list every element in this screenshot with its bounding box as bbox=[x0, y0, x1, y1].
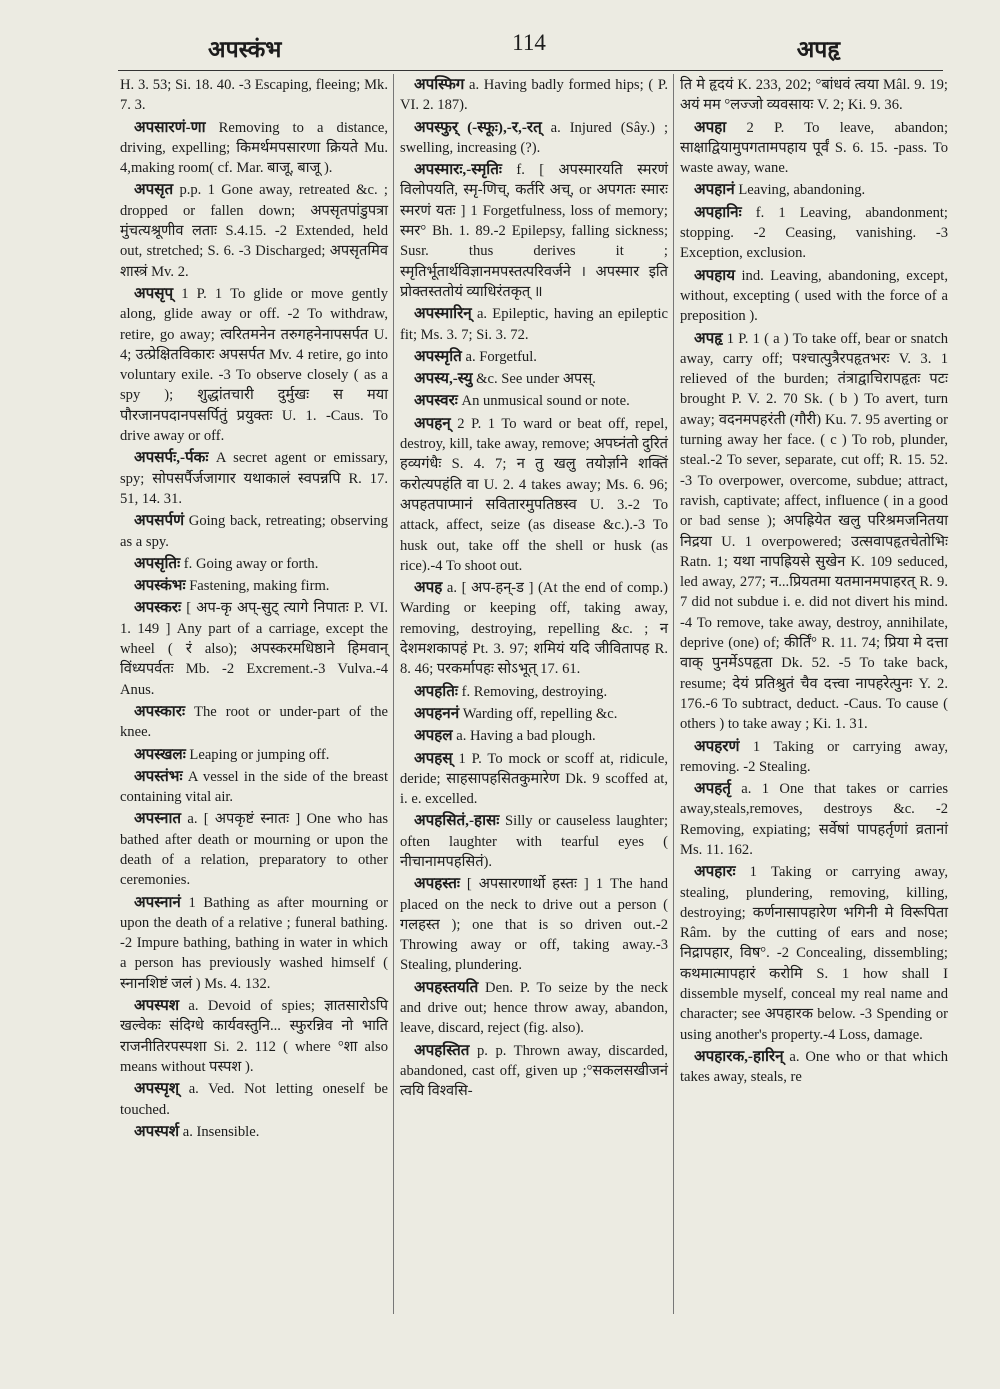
running-head bbox=[118, 26, 940, 66]
entry-definition: 1 Bathing as after mourning or upon the death of a relative ; funeral bathing. -2 Impure bathing, bathing in water in which a person has previously washed himself ( स्नानशिष्टं जलं ) Ms. 4. 132. bbox=[120, 894, 388, 992]
dictionary-entry bbox=[120, 598, 388, 699]
dictionary-entry bbox=[400, 749, 668, 810]
entry-headword: अपसृप् bbox=[134, 284, 174, 302]
dictionary-entry bbox=[680, 118, 948, 179]
entry-headword: अपहानिः bbox=[694, 203, 742, 221]
column-divider bbox=[393, 74, 394, 1314]
entry-definition: 1 P. 1 To glide or move gently along, glide away or off. -2 To withdraw, retire, go away; त्वरितमनेन तरुगहनेनापसर्पत U. 4; उत्प्रेक्षितविकारः अपसर्पत Mv. 4 retire, go into voluntary exile. -3 To observe closely ( as a spy ); शुद्धांतचारी दुर्मुखः स मया पौरजानपदानपसर्पितुं प्रयुक्तः U. 1. -Caus. To drive away or off. bbox=[120, 285, 388, 445]
dictionary-entry bbox=[400, 347, 668, 367]
entry-definition: Leaving, abandoning. bbox=[734, 182, 866, 199]
dictionary-entry bbox=[680, 779, 948, 860]
entry-definition: a. One who or that which takes away, steals, re bbox=[680, 1048, 948, 1086]
dictionary-entry bbox=[400, 704, 668, 724]
entry-definition: 1 P. To mock or scoff at, ridicule, deride; साहसापहसितकुमारेण Dk. 9 scoffed at, i. e. excelled. bbox=[400, 750, 668, 808]
entry-headword: अपस्तंभः bbox=[134, 767, 183, 785]
dictionary-entry bbox=[400, 811, 668, 872]
entry-headword: अपहतिः bbox=[414, 682, 458, 700]
entry-definition: The root or under-part of the knee. bbox=[120, 703, 388, 741]
entry-headword: अपस्कंभः bbox=[134, 577, 186, 595]
entry-definition: Silly or causeless laughter; often laughter with tearful eyes ( नीचानामपहसितं). bbox=[400, 813, 668, 870]
entry-headword: अपस्मृति bbox=[414, 347, 462, 365]
entry-definition: f. 1 Leaving, abandonment; stopping. -2 Ceasing, vanishing. -3 Exception, exclusion. bbox=[680, 204, 948, 262]
dictionary-entry bbox=[400, 75, 668, 116]
entry-definition: a. [ अप-हन्-ड ] (At the end of comp.) Warding or keeping off, taking away, removing, destroying, repelling &c. ; न देशमशकापहं Pt. 3. 97; शमियं यदि जीवितापह R. 8. 46; परकर्मापहः सोऽभूत् 17. 61. bbox=[400, 580, 668, 678]
entry-definition: Warding off, repelling &c. bbox=[459, 705, 618, 722]
dictionary-entry bbox=[400, 978, 668, 1039]
entry-headword: अपस्वरः bbox=[414, 392, 458, 410]
entry-definition: a. Having a bad plough. bbox=[452, 728, 596, 745]
dictionary-entry bbox=[120, 1122, 388, 1142]
dictionary-entry bbox=[120, 809, 388, 890]
entry-headword: अपहर्तृ bbox=[694, 780, 731, 798]
column-2 bbox=[400, 75, 668, 1104]
header-rule bbox=[118, 70, 943, 71]
entry-headword: अपस्मारिन् bbox=[414, 305, 472, 323]
entry-definition: f. Removing, destroying. bbox=[457, 683, 608, 700]
dictionary-entry bbox=[120, 702, 388, 743]
entry-headword: अपस्नात bbox=[134, 810, 182, 828]
entry-definition: a. [ अपकृष्टं स्नातः ] One who has bathed after death or mourning or upon the death of a relation, preparatory to other ceremonies. bbox=[120, 811, 388, 889]
entry-headword: अपहस्तित bbox=[414, 1041, 470, 1059]
dictionary-entry bbox=[680, 1047, 948, 1088]
entry-definition: p.p. 1 Gone away, retreated &c. ; dropped or fallen down; अपसृतपांडुपत्रा मुंचत्यश्रूणीव लताः S.4.15. -2 Extended, held out, stretched; S. 6. -3 Discharged; अपसृतमिव शास्त्रं Mv. 2. bbox=[120, 182, 388, 280]
dictionary-entry bbox=[400, 578, 668, 679]
entry-definition: [ अप-कृ अप्-सुट् त्यागे निपातः P. VI. 1. 149 ] Any part of a carriage, except the wheel ( रं also); अपस्करमधिष्ठाने हिमवान् विंध्यपर्वतः Mb. -2 Excrement.-3 Vulva.-4 Anus. bbox=[120, 600, 388, 698]
entry-headword: अपह bbox=[414, 579, 443, 597]
entry-definition: A secret agent or emissary, spy; सोपसर्पैर्जजागार यथाकालं स्वपन्नपि R. 17. 51, 14. 31. bbox=[120, 450, 388, 507]
entry-definition: a. Forgetful. bbox=[461, 348, 537, 365]
entry-definition: Leaping or jumping off. bbox=[185, 746, 330, 763]
entry-headword: अपहस् bbox=[414, 749, 453, 767]
running-head-left: अपस्कंभ bbox=[208, 37, 282, 62]
entry-headword: अपहा bbox=[694, 118, 727, 136]
entry-definition: An unmusical sound or note. bbox=[457, 393, 630, 410]
dictionary-entry bbox=[680, 329, 948, 735]
dictionary-entry bbox=[680, 180, 948, 200]
running-head-right: अपहृ bbox=[796, 37, 840, 62]
dictionary-entry bbox=[400, 118, 668, 159]
entry-headword: अपहस्तयति bbox=[414, 978, 479, 996]
column-divider bbox=[673, 74, 674, 1314]
dictionary-entry bbox=[680, 266, 948, 327]
entry-definition: a. Ved. Not letting oneself be touched. bbox=[120, 1081, 388, 1118]
entry-definition: 2 P. 1 To ward or beat off, repel, destroy, kill, take away, remove; अपघ्नंतो दुरितं हव्यगंधैः S. 4. 7; न तु खलु तयोर्ज्ञाने शक्तिं करोत्यपहंति वा U. 2. 4 takes away; Ms. 6. 96; अपहतपाप्मानं सवितारमुपतिष्ठस्व U. 3.-2 To attack, affect, seize (as disease &c.).-3 To husk out, take off the shell or husk (as rice).-4 To shoot out. bbox=[400, 415, 668, 574]
dictionary-entry bbox=[120, 767, 388, 808]
entry-definition: ति मे हृदयं K. 233, 202; °बांधवं त्वया Mâl. 9. 19; अयं मम °लज्जो व्यवसायः V. 2; Ki. 9. 36. bbox=[680, 77, 948, 114]
entry-definition: a. Insensible. bbox=[179, 1123, 260, 1140]
dictionary-entry bbox=[120, 893, 388, 994]
entry-definition: p. p. Thrown away, discarded, abandoned, cast off, given up ;°सकलसखीजनं त्वयि विश्वसि- bbox=[400, 1042, 668, 1100]
dictionary-entry bbox=[400, 726, 668, 746]
dictionary-entry bbox=[400, 1041, 668, 1102]
entry-definition: a. 1 One that takes or carries away,steals,removes, destroys &c. -2 Removing, expiating; सर्वेषां पापहर्तृणां व्रतानां Ms. 11. 162. bbox=[680, 781, 948, 858]
entry-headword: अपस्खलः bbox=[134, 745, 186, 763]
entry-definition: A vessel in the side of the breast containing vital air. bbox=[120, 768, 388, 806]
page-number: 114 bbox=[512, 30, 546, 55]
entry-headword: अपस्फुर् (-स्फूः),-र,-रत् bbox=[414, 118, 542, 136]
dictionary-entry bbox=[680, 737, 948, 778]
entry-headword: अपसर्पः,-र्पकः bbox=[134, 449, 209, 467]
entry-headword: अपस्मारः,-स्मृतिः bbox=[414, 161, 502, 179]
entry-definition: 1 Taking or carrying away, stealing, plundering, removing, killing, destroying; कर्णनासापहारेण भगिनी मे विरूपिता Râm. by the cutting of ears and nose; निद्रापहार, विष°. -2 Concealing, dissembling; कथमात्मापहारं करोमि S. 1 how shall I dissemble myself, conceal my real name and character; see अपहारक below. -3 Spending or using another's property.-4 Loss, damage. bbox=[680, 864, 948, 1043]
dictionary-entry bbox=[120, 118, 388, 179]
dictionary-entry bbox=[120, 996, 388, 1077]
dictionary-entry bbox=[120, 1079, 388, 1120]
dictionary-entry bbox=[400, 414, 668, 576]
entry-headword: अपहारः bbox=[694, 863, 736, 881]
dictionary-entry bbox=[120, 284, 388, 446]
entry-definition: [ अपसारणार्थो हस्तः ] 1 The hand placed on the neck to drive out a person ( गलहस्त ); one that is so driven out.-2 Throwing away or off, taking away.-3 Stealing, plundering. bbox=[400, 876, 668, 974]
entry-headword: अपस्नानं bbox=[134, 893, 181, 911]
column-1 bbox=[120, 75, 388, 1144]
entry-headword: अपहस्तः bbox=[414, 875, 460, 893]
entry-definition: a. Having badly formed hips; ( P. VI. 2. 187). bbox=[400, 77, 668, 114]
dictionary-entry bbox=[120, 180, 388, 281]
entry-definition: ind. Leaving, abandoning, except, without, excepting ( used with the force of a preposition ). bbox=[680, 267, 948, 325]
entry-definition: a. Epileptic, having an epileptic fit; Ms. 3. 7; Si. 3. 72. bbox=[400, 306, 668, 343]
dictionary-entry bbox=[120, 511, 388, 552]
dictionary-entry bbox=[120, 75, 388, 116]
dictionary-entry bbox=[120, 448, 388, 509]
entry-definition: a. Devoid of spies; ज्ञातसारोऽपि खल्वेकः संदिग्धे कार्यवस्तुनि... स्फुरन्निव नो भाति राजनीतिरपस्पशा Si. 2. 112 ( where °शा also means without पस्पश ). bbox=[120, 998, 388, 1075]
entry-definition: Fastening, making firm. bbox=[185, 578, 330, 595]
entry-definition: Going back, retreating; observing as a spy. bbox=[120, 513, 388, 550]
entry-definition: Removing to a distance, driving, expelling; किमर्थमपसारणा क्रियते Mu. 4,making room( cf. Mar. बाजू, बाजू ). bbox=[120, 119, 388, 177]
entry-headword: अपस्फिग bbox=[414, 76, 465, 93]
entry-headword: अपसृतिः bbox=[134, 554, 181, 572]
dictionary-entry bbox=[400, 160, 668, 302]
entry-headword: अपस्कारः bbox=[134, 702, 186, 720]
entry-definition: &c. See under अपस्. bbox=[472, 371, 596, 388]
dictionary-entry bbox=[680, 203, 948, 264]
column-3 bbox=[680, 75, 948, 1090]
entry-headword: अपहाय bbox=[694, 266, 736, 284]
dictionary-entry bbox=[400, 874, 668, 975]
entry-headword: अपस्पृश् bbox=[134, 1080, 180, 1098]
entry-headword: अपहारक,-हारिन् bbox=[694, 1047, 784, 1065]
entry-headword: अपस्पर्श bbox=[134, 1122, 180, 1140]
entry-definition: 2 P. To leave, abandon; साक्षाद्वियामुपगतामपहाय पूर्वं S. 6. 15. -pass. To waste away, wane. bbox=[680, 119, 948, 177]
entry-headword: अपसारणं-णा bbox=[134, 118, 206, 136]
entry-definition: 1 Taking or carrying away, removing. -2 Stealing. bbox=[680, 738, 948, 775]
entry-headword: अपहानं bbox=[694, 181, 735, 199]
dictionary-entry bbox=[120, 554, 388, 574]
entry-headword: अपसर्पणं bbox=[134, 512, 185, 530]
entry-definition: a. Injured (Sây.) ; swelling, increasing (?). bbox=[400, 119, 668, 156]
dictionary-entry bbox=[400, 304, 668, 345]
entry-headword: अपस्पश bbox=[134, 997, 180, 1015]
entry-headword: अपसृत bbox=[134, 181, 174, 199]
dictionary-entry bbox=[680, 862, 948, 1045]
entry-headword: अपस्करः bbox=[134, 599, 182, 617]
entry-definition: Den. P. To seize by the neck and drive out; hence throw away, abandon, leave, discard, reject (fig. also). bbox=[400, 979, 668, 1037]
entry-headword: अपस्य,-स्यु bbox=[414, 370, 473, 388]
entry-headword: अपहरणं bbox=[694, 737, 740, 755]
dictionary-entry bbox=[400, 369, 668, 389]
dictionary-entry bbox=[120, 745, 388, 765]
entry-definition: 1 P. 1 ( a ) To take off, bear or snatch away, carry off; पश्चात्पुत्रैरपहृतभरः V. 3. 1 relieved of the burden; तंत्राद्वाचिरापहृतः पटः brought P. V. 2. 70 Sk. ( b ) To avert, turn away; वदनमपहरंती (गौरी) Ku. 7. 95 averting or turning away her face. ( c ) To rob, plunder, steal.-2 To sever, separate, cut off; R. 15. 52. -3 To overpower, overcome, subdue; attract, ravish, captivate; affect, influence ( in a good or bad sense ); अपह्रियेत खलु परिश्रमजनितया निद्रया U. 1 overpowered; उत्सवापहृतचेतोभिः Ratn. 1; यथा नापह्रियसे सुखेन K. 109 seduced, led away, 277; न...प्रियतमा यतमानमपाहरत् R. 9. 7 did not subdue i. e. did not divert his mind. -4 To remove, take away, destroy, annihilate, deprive (one) of; कीर्तिं° R. 11. 74; प्रिया मे दत्ता वाक् पुनर्मेऽपहृता Dk. 52. -5 To take back, resume; देयं प्रतिश्रुतं चैव दत्त्वा नापहरेत्पुनः Y. 2. 176.-6 To subtract, deduct. -Caus. To cause ( others ) to take away ; Ki. 1. 31. bbox=[680, 330, 948, 733]
dictionary-entry bbox=[120, 576, 388, 596]
entry-headword: अपहृ bbox=[694, 329, 723, 347]
dictionary-entry bbox=[680, 75, 948, 116]
entry-headword: अपहन् bbox=[414, 414, 451, 432]
dictionary-entry bbox=[400, 391, 668, 411]
entry-definition: f. Going away or forth. bbox=[180, 555, 319, 572]
entry-headword: अपहल bbox=[414, 727, 453, 745]
entry-headword: अपहननं bbox=[414, 704, 460, 722]
entry-definition: H. 3. 53; Si. 18. 40. -3 Escaping, fleeing; Mk. 7. 3. bbox=[120, 77, 388, 114]
dictionary-entry bbox=[400, 682, 668, 702]
entry-definition: f. [ अपस्मारयति स्मरणं विलोपयति, स्मृ-णिच्, कर्तरि अच्, or अपगतः स्मारः स्मरणं यतः ] 1 Forgetfulness, loss of memory; स्मर° Bh. 1. 89.-2 Epilepsy, falling sickness; Susr. thus derives it ; स्मृतिर्भूतार्थविज्ञानमपस्तत्परिवर्जने । अपस्मार इति प्रोक्तस्ततोयं व्याधिरंतकृत् ॥ bbox=[400, 162, 668, 300]
entry-headword: अपहसितं,-हासः bbox=[414, 812, 500, 830]
